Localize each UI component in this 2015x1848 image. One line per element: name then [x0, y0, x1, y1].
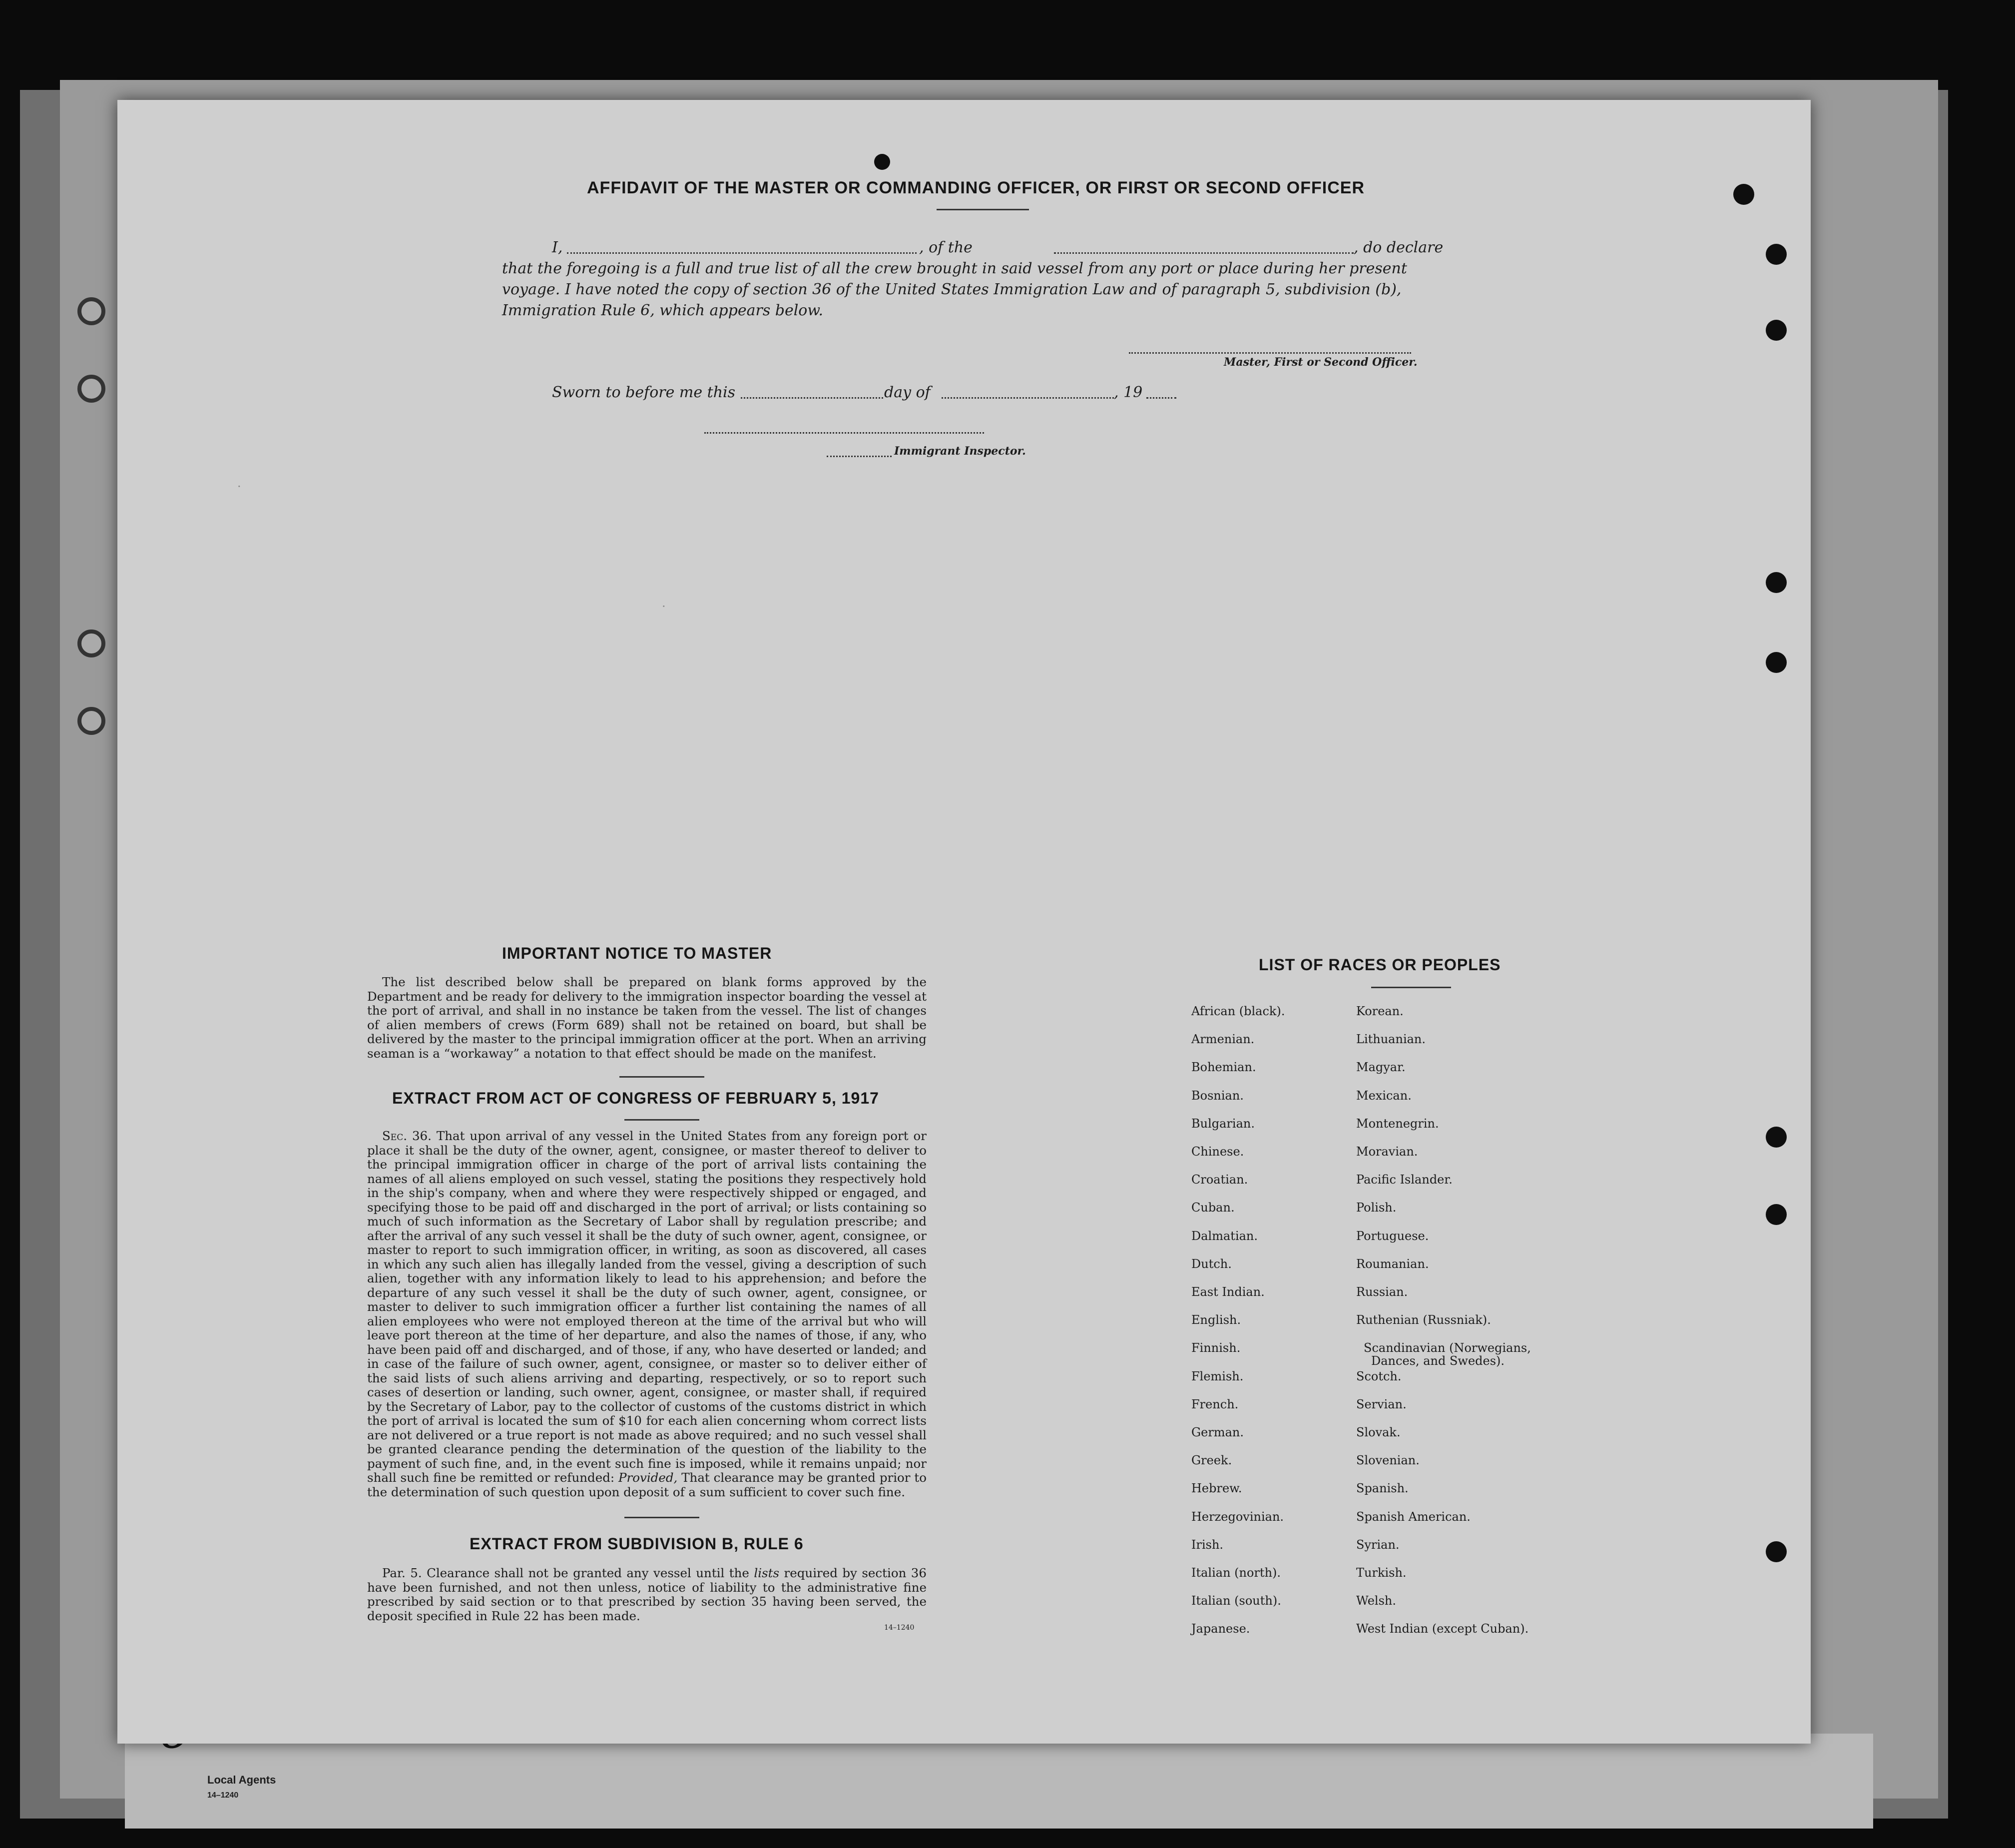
act-body: That upon arrival of any vessel in the United States from any foreign port or place it shall be the duty of the owner, agent, consignee, or master thereof to deliver to the principal immigration officer in charge of the port of arrival lists containing the names of all aliens employed on such vessel, stating the positions they respectively hold in the ship's company, when and where they were respectively shipped or engaged, and specifying those to be paid off and discharged in the port of arrival; or lists containing so much of such information as the Secretary of Labor shall by regulation prescribe; and after the arrival of any such vessel it shall be the duty of such owner, agent, consignee, or master to report to such immigration officer, in writing, as soon as discovered, all cases in which any such alien has illegally landed from the vessel, giving a description of such alien, together with any information likely to lead to his apprehension; and before the departure of any such vessel it shall be the duty of such owner, agent, consignee, or master to deliver to such immigration officer a further list containing the names of all alien employees who were not employed thereon at the time of the arrival but who will leave port thereon at the time of her departure, and also the names of those, if any, who have been paid off and discharged, and of those, if any, who have deserted or landed; and in case of the failure of such owner, agent, consignee, or master so to deliver either of the said lists of such aliens arriving and departing, respectively, or so to report such cases of desertion or landing, such owner, agent, consignee, or master shall, if required by the Secretary of Labor, pay to the collector of customs of the customs district in which the port of arrival is located the sum of $10 for each alien concerning whom correct lists are not delivered or a true report is not made as above required; and no such vessel shall be granted clearance pending the determination of the question of the liability to the payment of such fine, and, in the event such fine is imposed, while it remains unpaid; nor shall such fine be remitted or refunded:	[367, 1129, 927, 1485]
race-item: Korean.	[1356, 1004, 1404, 1018]
race-item: Dances, and Swedes).	[1371, 1354, 1505, 1368]
race-item: Armenian.	[1191, 1032, 1255, 1047]
divider	[937, 209, 1029, 210]
document-page: AFFIDAVIT OF THE MASTER OR COMMANDING OFFICER, OR FIRST OR SECOND OFFICER I, , of the , do declare that the foregoing is a full and true list of all the crew brought in said vessel from any port or place during her present voyage. I have noted the copy of section 36 of the United States Immigration Law and of paragraph 5, subdivision (b), Immigration Rule 6, which appears below. Master, First or Second Officer. Sworn to before me this day of , 19 Immigrant Inspector. · · IMPORTANT NOTICE TO MASTER The list described below shall be prepared on blank forms approved by the Department and be ready for delivery to the immigration inspector boarding the vessel at the port of arrival, and shall in no instance be taken from the vessel. The list of changes of alien members of crews (Form 689) shall not be retained on board, but shall be delivered by the master to the principal immigration officer at the port. When an arriving seaman is a “workaway” a notation to that effect should be made on the manifest. EXTRACT FROM ACT OF CONGRESS OF FEBRUARY 5, 1917 Sec. 36. That upon arrival of any vessel in the United States from any foreign port or place it shall be the duty of the owner, agent, consignee, or master thereof to deliver to the principal immigration officer in charge of the port of arrival lists containing the names of all aliens employed on such vessel, stating the positions they respectively hold in the ship's company, when and where they were respectively shipped or engaged, and specifying those to be paid off and discharged in the port of arrival; or lists containing so much of such information as the Secretary of Labor shall by regulation prescribe; and after the arrival of any such vessel it shall be the duty of such owner, agent, consignee, or master to report to such immigration officer, in writing, as soon as discovered, all cases in which any such alien has illegally landed from the vessel, giving a description of such alien, together with any information likely to lead to his apprehension; and before the departure of any such vessel it shall be the duty of such owner, agent, consignee, or master to deliver to such immigration officer a further list containing the names of all alien employees who were not employed thereon at the time of the arrival but who will leave port thereon at the time of her departure, and also the names of those, if any, who have been paid off and discharged, and of those, if any, who have deserted or landed; and in case of the failure of such owner, agent, consignee, or master so to deliver either of the said lists of such aliens arriving and departing, respectively, or so to report such cases of desertion or landing, such owner, agent, consignee, or master shall, if required by the Secretary of Labor, pay to the collector of customs of the customs district in which the port of arrival is located the sum of $10 for each alien concerning whom correct lists are not delivered or a true report is not made as above required; and no such vessel shall be granted clearance pending the determination of the question of the liability to the payment of such fine, and, in the event such fine is imposed, while it remains unpaid; nor shall such fine be remitted or refunded: Provided, That clearance may be granted prior to the determination of such question upon deposit of a sum sufficient to cover such fine. EXTRACT FROM SUBDIVISION B, RULE 6 Par. 5. Clearance shall not be granted any vessel until the lists required by section 36 have been furnished, and not then unless, notice of liability to the administrative fine prescribed by said section or to that prescribed by section 35 having been served, the deposit specified in Rule 22 has been made. 14–1240 LIST OF RACES OR PEOPLES African (black). Armenian. Bohemian. Bosnian. Bulgarian. Chinese. Croatian. Cuban. Dalmatian. Dutch. East Indian. English. Finnish. Flemish. French. German. Greek. Hebrew. Herzegovinian. Irish. Italian (north). Italian (south). Japanese. Korean. Lithuanian. Magyar. Mexican. Montenegrin. Moravian. Pacific Islander. Polish. Portuguese. Roumanian. Russian. Ruthenian (Russniak). Scandinavian (Norwegians, Dances, and Swedes). Scotch. Servian. Slovak. Slovenian. Spanish. Spanish American. Syrian. Turkish. Welsh. West Indian (except Cuban).	[117, 100, 1811, 1744]
race-item: West Indian (except Cuban).	[1356, 1622, 1529, 1636]
binder-ring	[77, 375, 105, 403]
divider	[624, 1119, 699, 1121]
race-item: Syrian.	[1356, 1537, 1400, 1552]
race-item: Scotch.	[1356, 1369, 1402, 1383]
punch-hole	[1766, 320, 1787, 341]
rule-text: Par. 5. Clearance shall not be granted any vessel until the lists required by section 36 have been furnished, and not then unless, notice of liability to the administrative fine prescribed by said section or to that prescribed by section 35 having been served, the deposit specified in Rule 22 has been made.	[367, 1566, 927, 1623]
race-item: Bohemian.	[1191, 1060, 1256, 1075]
act-text	[367, 1129, 927, 1499]
section-label: Sec. 36.	[382, 1129, 432, 1143]
races-title: LIST OF RACES OR PEOPLES	[1259, 956, 1501, 974]
year-text: , 19	[1114, 384, 1143, 401]
notice-text: The list described below shall be prepared on blank forms approved by the Department and be ready for delivery to the immigration inspector boarding the vessel at the port of arrival, and shall in no instance be taken from the vessel. The list of changes of alien members of crews (Form 689) shall not be retained on board, but shall be delivered by the master to the principal immigration officer at the port. When an arriving seaman is a “workaway” a notation to that effect should be made on the manifest.	[367, 975, 927, 1061]
divider	[619, 1076, 704, 1078]
race-item: Russian.	[1356, 1285, 1408, 1299]
race-item: Scandinavian (Norwegians,	[1364, 1341, 1531, 1355]
race-item: Mexican.	[1356, 1088, 1412, 1103]
race-item: Chinese.	[1191, 1145, 1244, 1159]
race-item: Polish.	[1356, 1201, 1397, 1215]
race-item: Dalmatian.	[1191, 1229, 1258, 1243]
rule-title: EXTRACT FROM SUBDIVISION B, RULE 6	[470, 1535, 804, 1553]
divider	[1371, 987, 1451, 988]
race-item: Irish.	[1191, 1537, 1224, 1552]
race-item: African (black).	[1191, 1004, 1285, 1018]
race-item: Hebrew.	[1191, 1481, 1242, 1496]
binder-ring	[77, 707, 105, 735]
race-item: Dutch.	[1191, 1256, 1232, 1271]
inspector-caption: Immigrant Inspector.	[894, 445, 1026, 458]
signature-caption: Master, First or Second Officer.	[1224, 356, 1418, 369]
lists-word: lists	[754, 1566, 780, 1580]
race-item: Herzegovinian.	[1191, 1509, 1284, 1524]
punch-hole	[1766, 652, 1787, 673]
race-item: Montenegrin.	[1356, 1116, 1439, 1131]
month-blank	[942, 397, 1114, 399]
race-item: East Indian.	[1191, 1285, 1265, 1299]
race-item: Servian.	[1356, 1397, 1407, 1411]
race-item: Finnish.	[1191, 1341, 1241, 1355]
day-blank	[741, 397, 883, 399]
name-blank	[567, 252, 917, 254]
race-item: Cuban.	[1191, 1201, 1235, 1215]
provided-word: Provided,	[618, 1470, 678, 1485]
punch-hole	[1766, 244, 1787, 265]
signature-blank	[1129, 352, 1411, 354]
punch-hole	[1766, 1541, 1787, 1562]
vessel-blank	[1054, 252, 1354, 254]
footer-form-code: 14–1240	[207, 1791, 239, 1800]
sworn-text: Sworn to before me this	[552, 384, 736, 401]
affidavit-of-the: , of the	[919, 239, 973, 256]
race-item: Italian (north).	[1191, 1566, 1281, 1580]
act-body-end: That clearance may be granted prior to the determination of such question upon deposit of a sum sufficient to cover such fine.	[367, 1470, 927, 1499]
bottom-sheet-edge	[125, 1734, 1873, 1829]
race-item: Turkish.	[1356, 1566, 1407, 1580]
affidavit-line-2: that the foregoing is a full and true list of all the crew brought in said vessel from any port or place during her present	[502, 260, 1407, 277]
race-item: Portuguese.	[1356, 1229, 1429, 1243]
punch-hole	[874, 154, 890, 170]
day-of-text: day of	[884, 384, 931, 401]
form-number: 14–1240	[884, 1624, 915, 1632]
race-item: Lithuanian.	[1356, 1032, 1426, 1047]
affidavit-i: I,	[552, 239, 563, 256]
punch-hole	[1766, 572, 1787, 593]
race-item: Spanish.	[1356, 1481, 1409, 1496]
race-item: Magyar.	[1356, 1060, 1406, 1075]
race-item: Ruthenian (Russniak).	[1356, 1313, 1491, 1327]
binder-ring	[77, 629, 105, 657]
affidavit-declare: , do declare	[1354, 239, 1444, 256]
race-item: Bulgarian.	[1191, 1116, 1255, 1131]
punch-hole	[1766, 1127, 1787, 1148]
race-item: Welsh.	[1356, 1594, 1396, 1608]
race-item: Slovenian.	[1356, 1453, 1420, 1468]
race-item: Spanish American.	[1356, 1509, 1471, 1524]
race-item: Bosnian.	[1191, 1088, 1244, 1103]
affidavit-line-4: Immigration Rule 6, which appears below.	[502, 302, 824, 319]
local-agents-label: Local Agents	[207, 1774, 276, 1786]
race-item: Italian (south).	[1191, 1594, 1281, 1608]
inspector-lead-dots	[827, 456, 892, 457]
punch-hole	[1766, 1204, 1787, 1225]
race-item: Greek.	[1191, 1453, 1232, 1468]
race-item: Croatian.	[1191, 1173, 1248, 1187]
race-item: Moravian.	[1356, 1145, 1418, 1159]
race-item: Pacific Islander.	[1356, 1173, 1453, 1187]
race-item: French.	[1191, 1397, 1239, 1411]
punch-hole	[1733, 184, 1754, 205]
inspector-signature-blank	[704, 432, 984, 434]
race-item: Japanese.	[1191, 1622, 1250, 1636]
notice-title: IMPORTANT NOTICE TO MASTER	[502, 944, 772, 962]
affidavit-title: AFFIDAVIT OF THE MASTER OR COMMANDING OFFICER, OR FIRST OR SECOND OFFICER	[587, 178, 1365, 197]
year-blank	[1146, 397, 1176, 399]
race-item: Flemish.	[1191, 1369, 1244, 1383]
affidavit-line-3: voyage. I have noted the copy of section 36 of the United States Immigration Law and of paragraph 5, subdivision (b),	[502, 281, 1402, 298]
act-title: EXTRACT FROM ACT OF CONGRESS OF FEBRUARY 5, 1917	[392, 1089, 879, 1107]
race-item: English.	[1191, 1313, 1241, 1327]
race-item: Slovak.	[1356, 1425, 1401, 1439]
divider	[624, 1517, 699, 1518]
binder-ring	[77, 297, 105, 325]
race-item: German.	[1191, 1425, 1244, 1439]
race-item: Roumanian.	[1356, 1256, 1429, 1271]
